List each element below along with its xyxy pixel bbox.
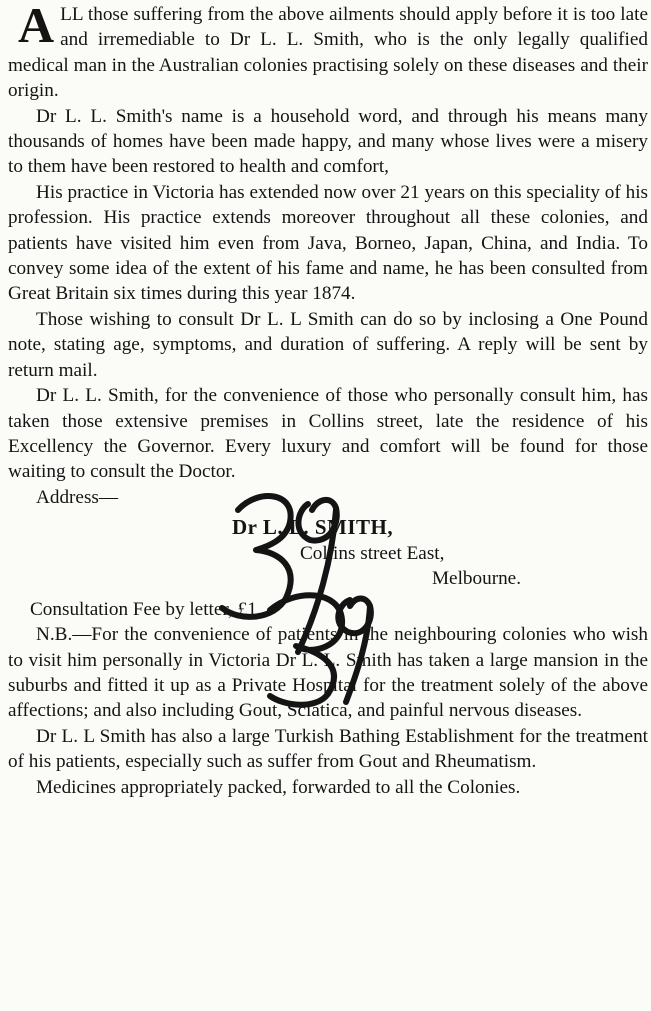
paragraph-household-word: Dr L. L. Smith's name is a household word, and through his means many thousands of homes have been made happy, and many whose lives were a misery to them have been restored to health and comfort,: [8, 105, 648, 178]
advertisement-column: [8, 2, 648, 800]
note-medicines: Medicines appropriately packed, forwarded to all the Colonies.: [36, 776, 521, 798]
address-name: Dr L. L. SMITH,: [232, 514, 394, 539]
paragraph-premises: Dr L. L. Smith, for the convenience of those who personally consult him, has taken those extensive premises in Collins street, late the residence of his Excellency the Governor. Every luxury and comfort will be found for those waiting to consult the Doctor.: [8, 385, 648, 483]
paragraph-opening-text: LL those suffering from the above ailments should apply before it is too late and irremediable to Dr L. L. Smith, who is the only legally qualified medical man in the Australian colonies practising solely on these diseases and their origin.: [8, 4, 648, 102]
consultation-fee: Consultation Fee by letter, £1.: [30, 598, 262, 620]
note-turkish-bath: Dr L. L Smith has also a large Turkish Bathing Establishment for the treatment of his patients, especially such as suffer from Gout and Rheumatism.: [8, 725, 648, 773]
address-street: Collins street East,: [300, 542, 445, 564]
drop-cap-letter: A: [18, 0, 55, 53]
address-label: Address—: [36, 486, 119, 508]
address-city: Melbourne.: [432, 567, 521, 589]
paragraph-practice: His practice in Victoria has extended now over 21 years on this speciality of his profession. His practice extends moreover throughout all these colonies, and patients have visited him even from Java, Borneo, Japan, China, and India. To convey some idea of the extent of his fame and name, he has been consulted from Great Britain six times during this year 1874.: [8, 181, 648, 305]
paragraph-opening: [8, 2, 648, 104]
paragraph-consult-by-mail: Those wishing to consult Dr L. L Smith can do so by inclosing a One Pound note, stating age, symptoms, and duration of suffering. A reply will be sent by return mail.: [8, 308, 648, 381]
note-private-hospital: N.B.—For the convenience of patients in the neighbouring colonies who wish to visit him personally in Victoria Dr L. L. Smith has taken a large mansion in the suburbs and fitted it up as a Private Hospital for the treatment solely of the above affections; and also including Gout, Sciatica, and painful nervous diseases.: [8, 624, 648, 722]
